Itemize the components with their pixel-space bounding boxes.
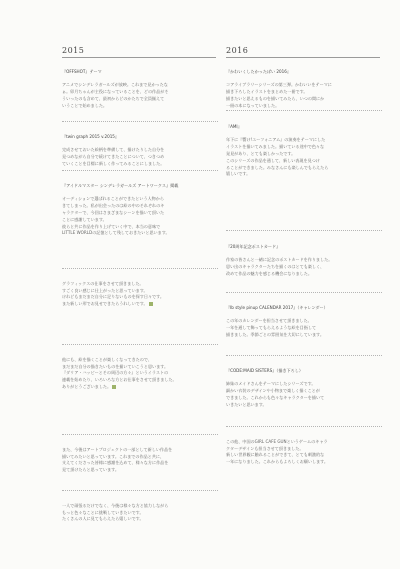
- entry-title: 『AMI』: [226, 123, 242, 129]
- entry-block: [226, 117, 382, 225]
- entry-body: 姉妹のメイドさんをテーマにしたシリーズです。 細かい衣装のデザインや小物まで楽しく描くことが できました。これからも色々なキャラクターを描いて いきたいと思います。: [226, 381, 325, 407]
- divider: [62, 490, 218, 491]
- entry-block: [226, 361, 382, 409]
- divider: [226, 355, 382, 356]
- entry-title: 『OFFSHOT』テーマ: [62, 68, 102, 74]
- entry-block: [62, 274, 218, 322]
- entry-body: アニメでシンデレラガールズが放映。これまで見かったな ぁ。卯月ちゃんが主役になっていることを、どの作品がそ ういったのも含めて、最初からどのかたちで全員揃えて いうことで始めました。: [62, 82, 169, 108]
- entry-body: この他、中国のGIRL CAFE GUNというゲームのキャラ クターデザインも担当させて頂きました。 新しい世界観に触れることができて、とても刺激的な 一年になりました。これからもよろしくお願いします。: [226, 438, 329, 465]
- entry-block: [226, 298, 382, 340]
- year-heading: 2015: [62, 46, 85, 55]
- entry-title: 『アイドルマスター シンデレラガールズ アートワークス』掲載: [62, 182, 179, 188]
- year-rule: [226, 57, 380, 58]
- entry-block: [62, 127, 218, 166]
- entry-body: 年下に『響け!ユーフォニアム』の演奏をテーマにした イラストを描いてみました。描いている途中で色々な 発見があり、とても楽しかったです。 このシリーズの作品を通して、新しい表現を見つけ ることができました。みなさんにも楽しんでもらえたら 嬉しいです。: [226, 137, 329, 177]
- entry-body: 他にも、絵を描くことが楽しくなってきたので、 まだまだ自分の描きたいものを描いていこうと思います。 『ダリア・ハッピーとその周辺の方々』というイラストの 連載を始めたり、いろいろな方とお仕事をさせて頂きました。 ありがとうございました。: [62, 356, 177, 389]
- entry-title: 『twin graph 2015 v.2015』: [62, 133, 120, 139]
- entry-body: 完成させておいた絵柄を準備して、描けたりした自分を 見つめながら自分で続けてきたことについて、つきつめ ていくことを目標に新しく作ってみることにしました。: [62, 147, 165, 166]
- entry-body: オーディションで選ばれることができたという人物から きてしまった。私が出会ったのは絵の中のそれぞれのキ ャラクターで、今回はさまざまなシーンを描いて頂いた ことに感謝しています。 彼らと共に作品を作り上げていく中で、本当の意味で LITTLE WORLDの記憶として残しておきたいと思います。: [62, 196, 170, 236]
- entry-block: [62, 440, 218, 488]
- entry-block: [226, 237, 382, 277]
- entry-title: 『Ib style pinup CALENDAR 2017』（キャレンダー）: [226, 304, 328, 310]
- entry-title: 『20周年記念ポストカード』: [226, 243, 281, 249]
- entry-body: 一人で頑張るだけでなく、今後は様々な方と協力しながら もっと色々なことに挑戦していきたいです。 たくさんの人に見てもらえたら嬉しいです。: [62, 502, 169, 522]
- entry-block: [62, 62, 218, 108]
- divider: [62, 121, 218, 122]
- entry-title: 『CODE:MAID SISTERS』（描き下ろし）: [226, 367, 303, 373]
- entry-body: 作家の皆さんと一緒に記念のポストカードを作りました。 思い出のキャラクターたちを描くのはとても楽しく、 改めて作品の魅力を感じる機会になりました。: [226, 257, 333, 276]
- entry-block: [62, 496, 218, 526]
- year-heading: 2016: [226, 46, 249, 55]
- divider: [226, 292, 382, 293]
- divider: [62, 344, 218, 345]
- divider: [226, 230, 382, 231]
- entry-body: グラフィックスの仕事をさせて頂きました。 すごく良い感じに仕上がったと思っています。 けれどもまだまだ自分に足りないものを探す日々です。 また新しい形でお見せできたらうれしいです。: [62, 280, 165, 307]
- entry-body: この年のカレンダーを担当させて頂きました。 一年を通して飾ってもらえるような絵を目指して 描きました。季節ごとの雰囲気を大切にしています。: [226, 318, 324, 337]
- divider: [62, 268, 218, 269]
- entry-block: [62, 350, 218, 412]
- year-rule: [62, 57, 216, 58]
- leaf-icon: [149, 302, 153, 306]
- entry-block: [62, 176, 218, 262]
- entry-block: [226, 62, 382, 108]
- leaf-icon: [112, 385, 116, 389]
- divider: [226, 426, 382, 427]
- divider: [62, 434, 218, 435]
- divider: [62, 170, 218, 171]
- entry-title: 『かわいくしたかったぱい 2016』: [226, 68, 291, 74]
- entry-body: また、今後はアートプロジェクトの一部として新しい作品を 描いてみたいと思っています。これまでの作品と共に、 支えてくださった皆様に感謝を込めて、様々な方に作品を 見て頂けたらと思っています。: [62, 446, 173, 473]
- divider: [226, 110, 382, 111]
- entry-body: コアライブラリーシリーズの第三弾。かわいいをテーマに 描き下ろしたイラストをまとめた一冊です。 描きたいと思えるものを描いてみたら、いつの間にか 一冊の本になっていました。: [226, 82, 332, 108]
- entry-block: [226, 432, 382, 476]
